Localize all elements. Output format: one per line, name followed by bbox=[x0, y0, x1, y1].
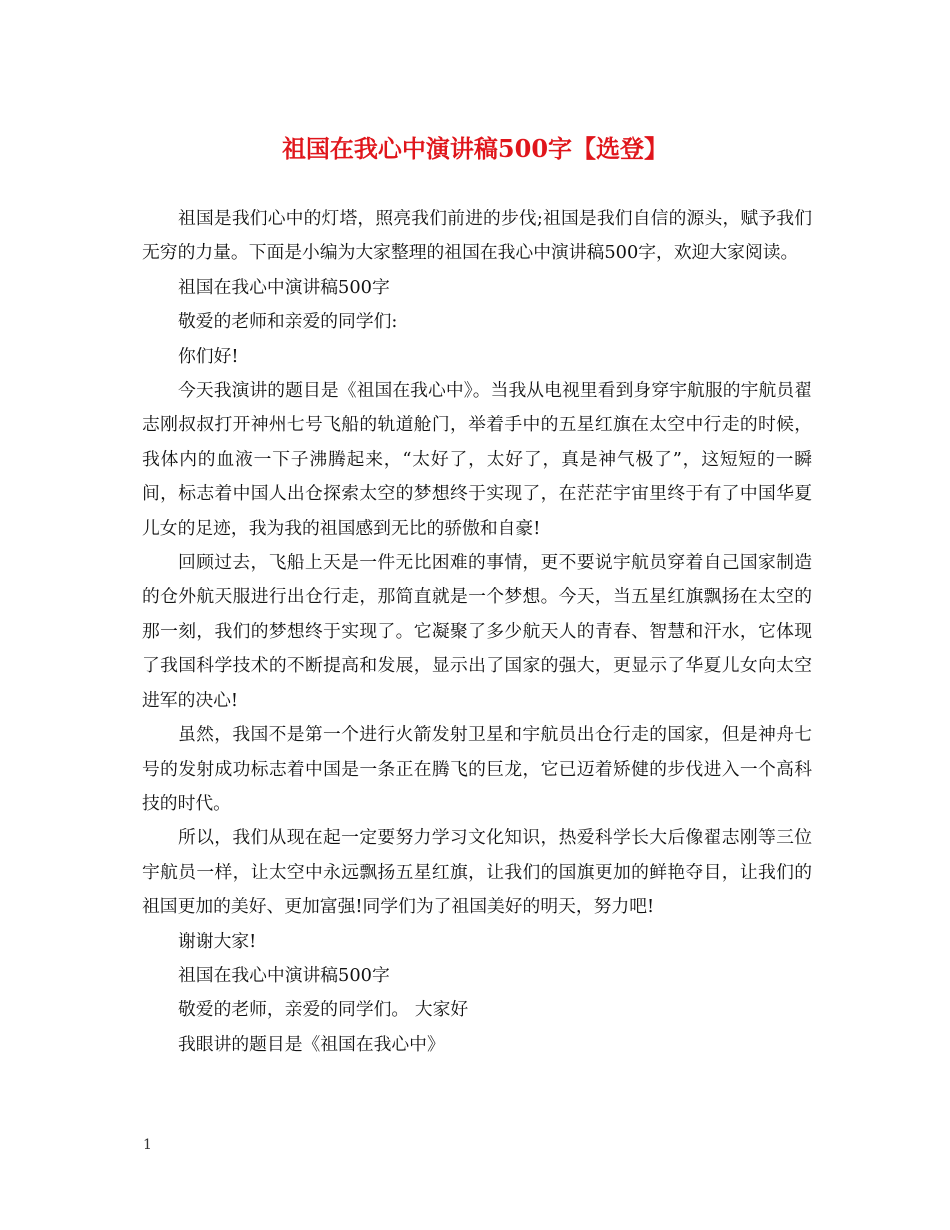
salutation: 敬爱的老师和亲爱的同学们: bbox=[178, 311, 398, 333]
document-body bbox=[142, 202, 812, 1062]
section-heading: 祖国在我心中演讲稿500字 bbox=[178, 964, 390, 986]
intro-paragraph: 祖国是我们心中的灯塔，照亮我们前进的步伐;祖国是我们自信的源头，赋予我们无穷的力量。下面是小编为大家整理的祖国在我心中演讲稿500字，欢迎大家阅读。 bbox=[142, 208, 812, 264]
document-title: 祖国在我心中演讲稿500字【选登】 bbox=[281, 134, 669, 163]
speech-paragraph: 所以，我们从现在起一定要努力学习文化知识，热爱科学长大后像翟志刚等三位宇航员一样，让太空中永远飘扬五星红旗，让我们的国旗更加的鲜艳夺目，让我们的祖国更加的美好、更加富强!同学们为了祖国美好的明天，努力吧! bbox=[142, 827, 812, 918]
speech-paragraph: 虽然，我国不是第一个进行火箭发射卫星和宇航员出仓行走的国家，但是神舟七号的发射成功标志着中国是一条正在腾飞的巨龙，它已迈着矫健的步伐进入一个高科技的时代。 bbox=[142, 724, 812, 814]
closing-thanks: 谢谢大家! bbox=[178, 930, 257, 952]
section-heading: 祖国在我心中演讲稿500字 bbox=[178, 276, 390, 298]
speech-paragraph: 今天我演讲的题目是《祖国在我心中》。当我从电视里看到身穿宇航服的宇航员翟志刚叔叔打开神州七号飞船的轨道舱门，举着手中的五星红旗在太空中行走的时候，我体内的血液一下子沸腾起来，“太好了，太好了，真是神气极了”，这短短的一瞬间，标志着中国人出仓探索太空的梦想终于实现了，在茫茫宇宙里终于有了中国华夏儿女的足迹，我为我的祖国感到无比的骄傲和自豪! bbox=[142, 380, 812, 539]
greeting: 你们好! bbox=[178, 345, 239, 367]
salutation: 敬爱的老师，亲爱的同学们。 大家好 bbox=[178, 999, 469, 1021]
page-number: 1 bbox=[143, 1137, 152, 1153]
speech-paragraph: 我眼讲的题目是《祖国在我心中》 bbox=[178, 1033, 445, 1055]
speech-paragraph: 回顾过去，飞船上天是一件无比困难的事情，更不要说宇航员穿着自己国家制造的仓外航天服进行出仓行走，那简直就是一个梦想。今天，当五星红旗飘扬在太空的那一刻，我们的梦想终于实现了。它凝聚了多少航天人的青春、智慧和汗水，它体现了我国科学技术的不断提高和发展，显示出了国家的强大，更显示了华夏儿女向太空进军的决心! bbox=[142, 552, 812, 711]
